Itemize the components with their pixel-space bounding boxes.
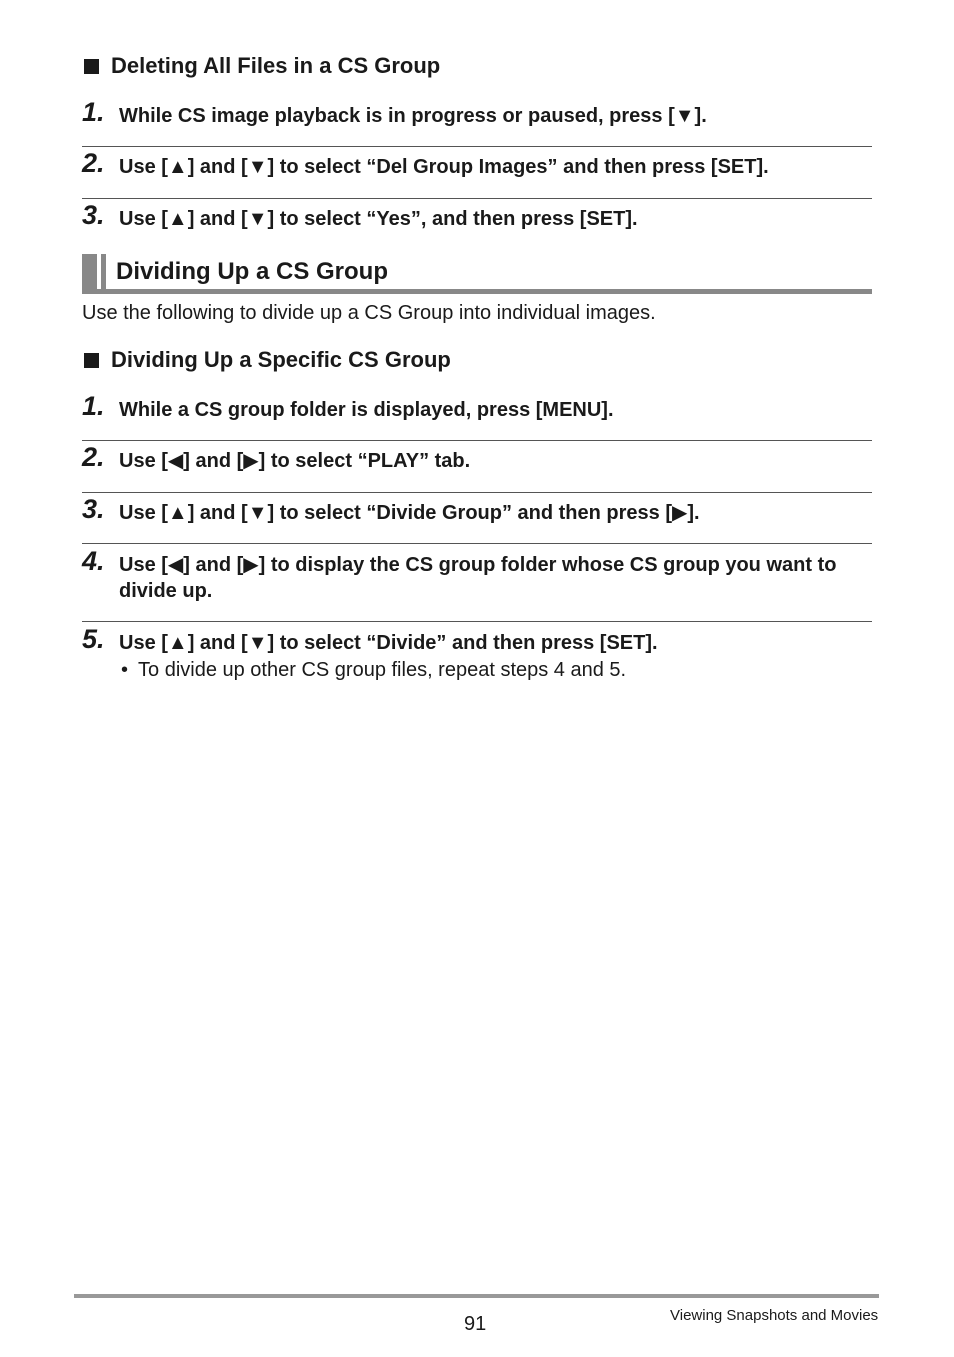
section-title: Dividing Up a CS Group <box>116 258 389 285</box>
chapter-title: Viewing Snapshots and Movies <box>670 1307 879 1324</box>
bullet-dot-icon: • <box>121 659 129 681</box>
heading-underline <box>82 289 872 294</box>
subheading-delete-all <box>84 53 440 79</box>
step-number: 1. <box>82 97 105 127</box>
footer-divider <box>74 1294 879 1298</box>
step-text: Use [▲] and [▼] to select “Yes”, and then press [SET]. <box>119 208 638 230</box>
divider <box>82 440 872 441</box>
step-number: 1. <box>82 391 105 421</box>
divider <box>82 621 872 622</box>
step-text: While a CS group folder is displayed, press [MENU]. <box>119 399 614 421</box>
heading-bar-decoration <box>82 254 97 294</box>
step-text: Use [▲] and [▼] to select “Divide” and then press [SET]. <box>119 632 658 654</box>
step-number: 3. <box>82 494 105 524</box>
divider <box>82 146 872 147</box>
divider <box>82 198 872 199</box>
step-text: Use [▲] and [▼] to select “Del Group Images” and then press [SET]. <box>119 156 769 178</box>
page-number: 91 <box>464 1313 487 1335</box>
divider <box>82 492 872 493</box>
divider <box>82 543 872 544</box>
heading-bar-decoration <box>101 254 106 294</box>
bullet-text: To divide up other CS group files, repeat steps 4 and 5. <box>138 659 627 681</box>
step-number: 4. <box>82 546 105 576</box>
step-text: While CS image playback is in progress or paused, press [▼]. <box>119 105 707 127</box>
step-number: 2. <box>82 442 105 472</box>
square-bullet-icon <box>84 59 99 74</box>
step-text: Use [▲] and [▼] to select “Divide Group” and then press [▶]. <box>119 502 700 524</box>
subheading-text: Deleting All Files in a CS Group <box>111 53 441 78</box>
section-heading <box>82 254 872 294</box>
step-number: 5. <box>82 624 105 654</box>
step-number: 3. <box>82 200 105 230</box>
step-text: Use [◀] and [▶] to display the CS group folder whose CS group you want to divide up. <box>119 554 837 602</box>
subheading-text: Dividing Up a Specific CS Group <box>111 347 451 372</box>
subheading-divide-specific <box>84 347 451 373</box>
step-number: 2. <box>82 148 105 178</box>
list-item <box>121 659 626 682</box>
intro-text: Use the following to divide up a CS Group into individual images. <box>82 302 656 324</box>
step-text: Use [◀] and [▶] to select “PLAY” tab. <box>119 450 471 472</box>
square-bullet-icon <box>84 353 99 368</box>
